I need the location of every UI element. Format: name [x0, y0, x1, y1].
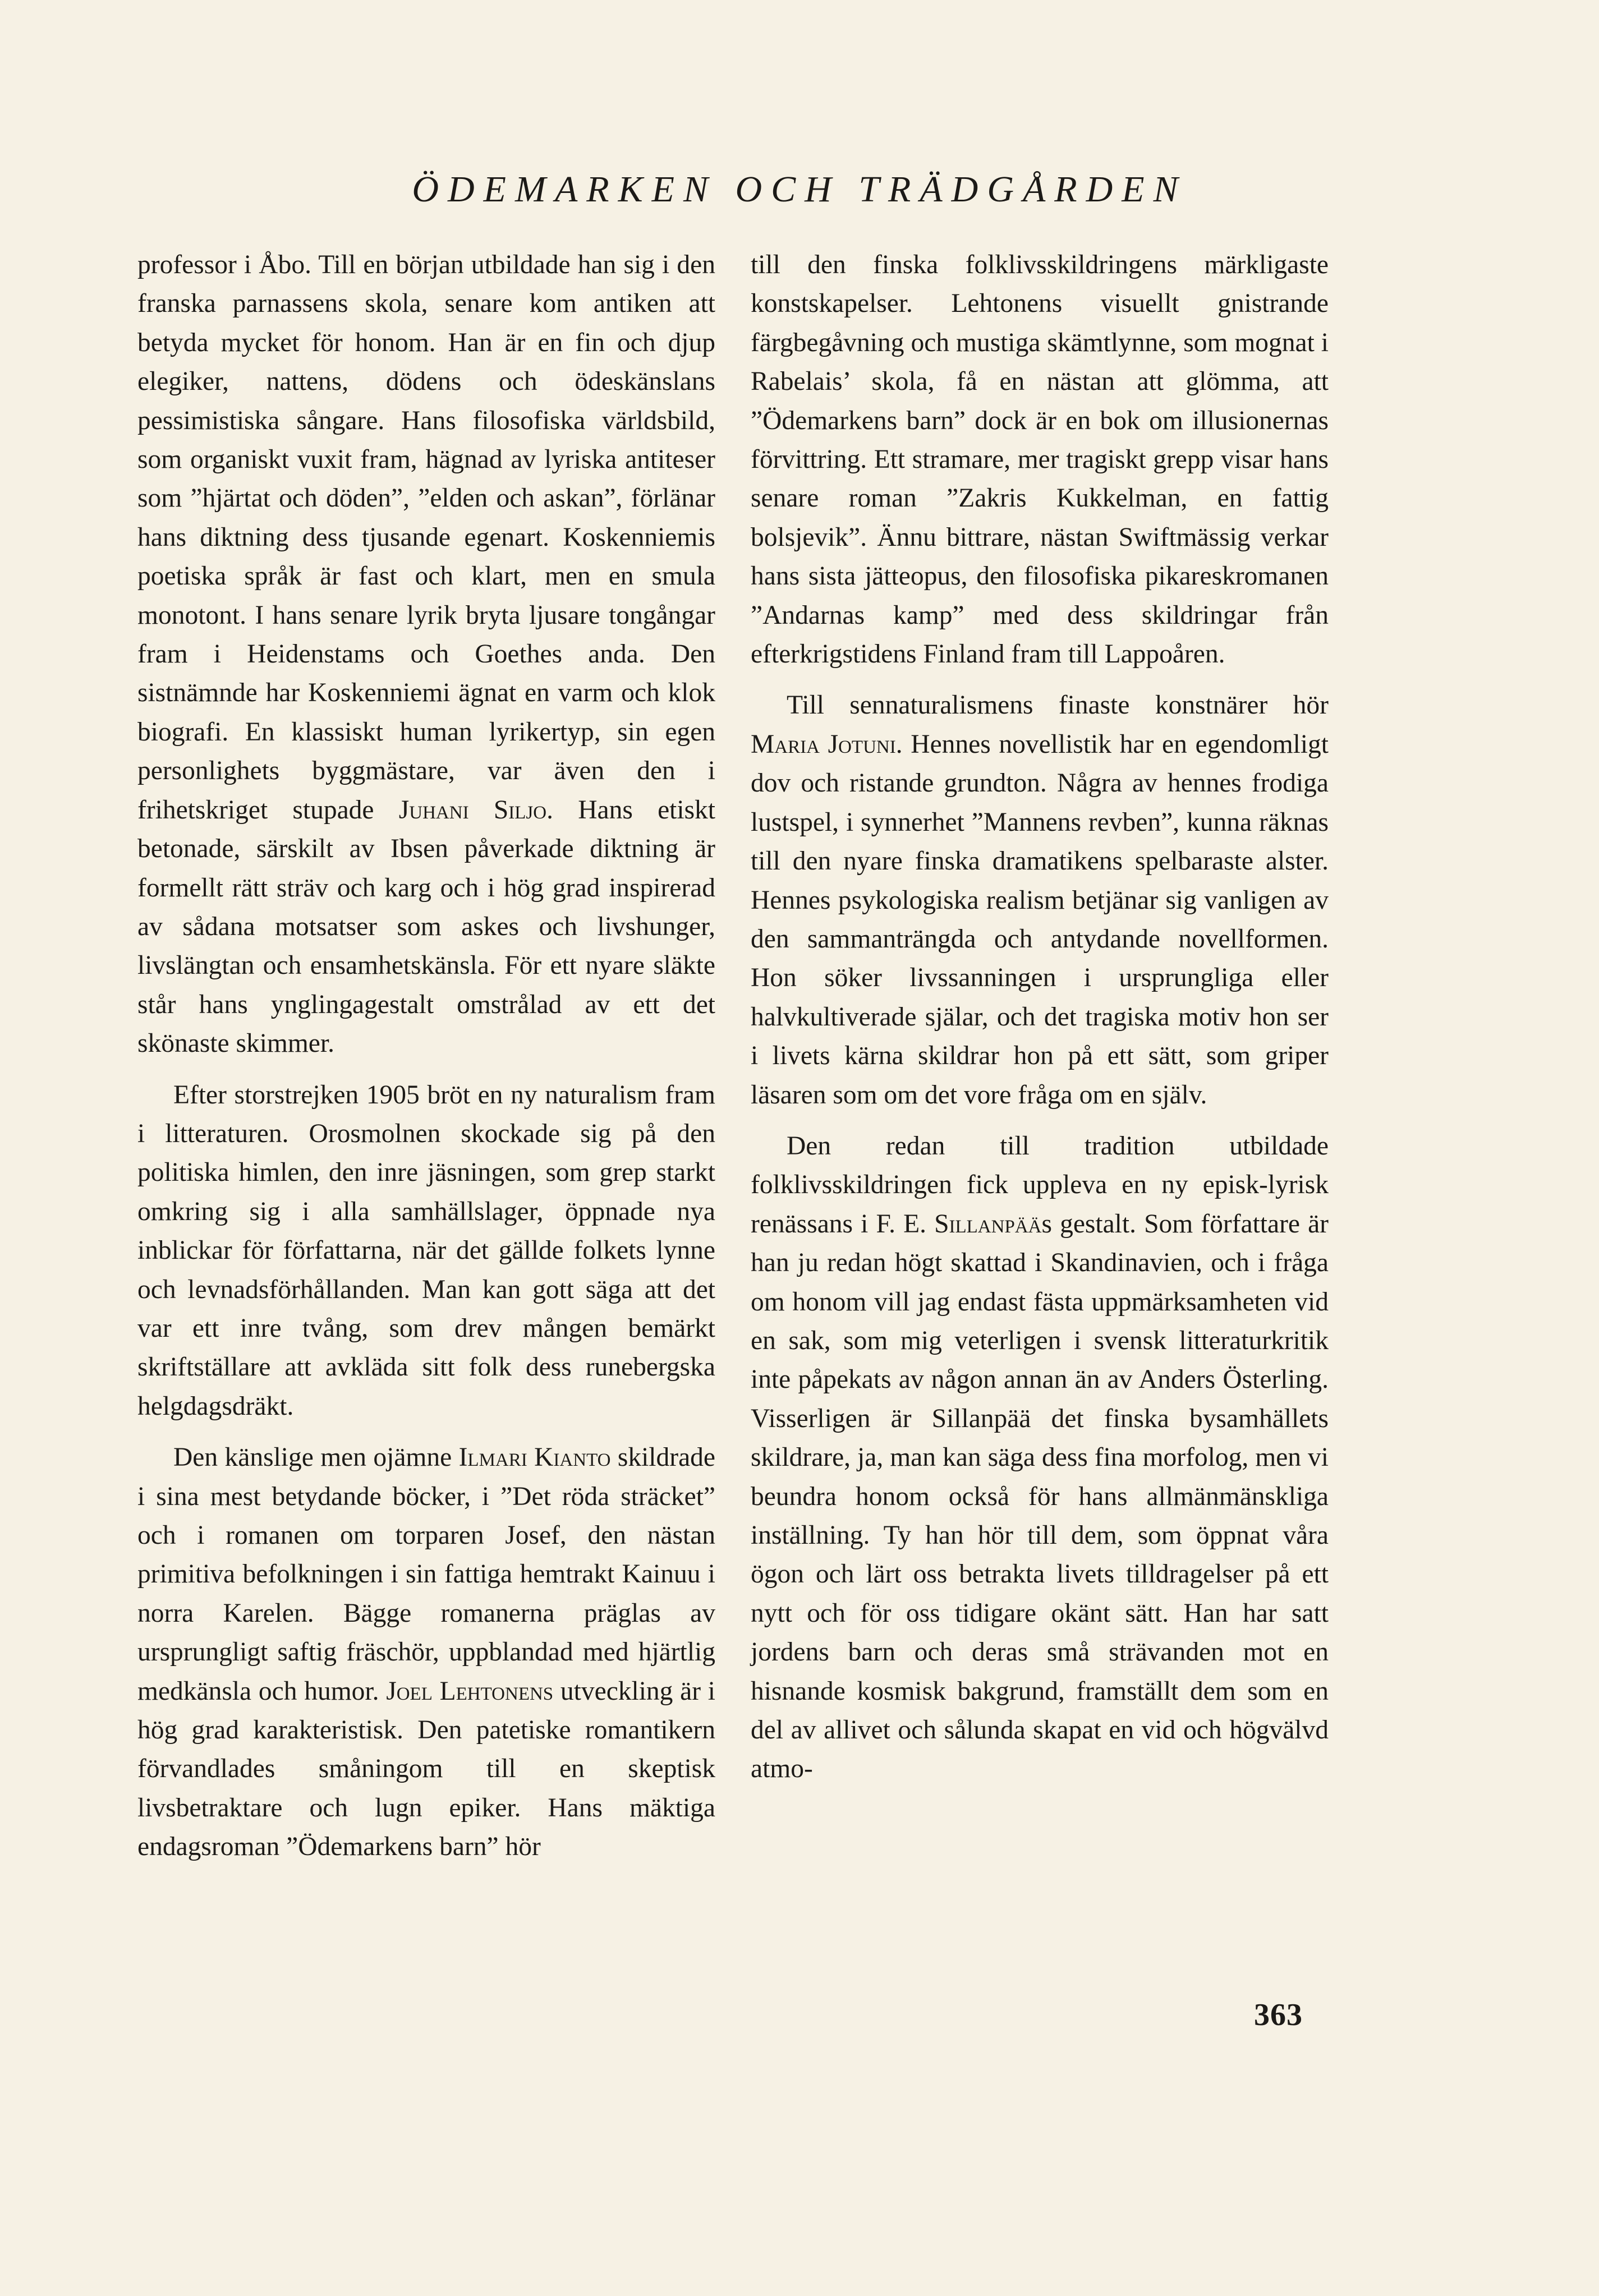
paragraph-text: Till sennaturalismens finaste konstnärer hör	[787, 691, 1329, 720]
paragraph-jotuni	[751, 686, 1329, 1114]
paragraph-kianto-lehtonen	[137, 1438, 715, 1866]
text-column-left	[137, 246, 715, 1867]
paragraph-text: Den känslige men ojämne	[173, 1443, 459, 1473]
author-name-kianto: Ilmari Kianto	[458, 1443, 611, 1473]
paragraph-text: utveckling är i hög grad karakteristisk. Den patetiske romantikern förvandlades småningom till en skeptisk livsbetraktare och lugn epiker. Hans mäktiga endagsroman ”Ödemarkens barn” hör	[137, 1676, 716, 1862]
paragraph-naturalism	[137, 1076, 715, 1427]
author-name-jotuni: Maria Jotuni	[751, 729, 896, 759]
paragraph-text: skildrade i sina mest betydande böcker, i ”Det röda sträcket” och i romanen om torparen Josef, den nästan primitiva befolkningen i sin fattiga hemtrakt Kainuu i norra Karelen. Bägge romanerna präglas av ursprungligt saftig fräschör, uppblandad med hjärtlig medkänsla och humor.	[137, 1443, 715, 1706]
paragraph-lehtonen-continued	[751, 246, 1329, 674]
paragraph-text: . Hans etiskt betonade, särskilt av Ibsen påverkade diktning är formellt rätt sträv och karg och i hög grad inspirerad av sådana motsatser som askes och livshunger, livslängtan och ensamhetskänsla. För ett nyare släkte står hans ynglingagestalt omstrålad av ett det skönaste skimmer.	[137, 795, 716, 1059]
running-head: ÖDEMARKEN OCH TRÄDGÅRDEN	[412, 169, 1187, 210]
author-name-siljo: Juhani Siljo	[398, 795, 547, 825]
paragraph-text: Efter storstrejken 1905 bröt en ny naturalism fram i litteraturen. Orosmolnen skockade sig på den politiska himlen, den inre jäsningen, som grep starkt omkring sig i alla samhällslager, öppnade nya inblickar för författarna, när det gällde folkets lynne och levnadsförhållanden. Man kan gott säga att det var ett inre tvång, som drev mången bemärkt skriftställare att avkläda sitt folk dess runebergska helgdagsdräkt.	[137, 1080, 715, 1421]
paragraph-text: s gestalt. Som författare är han ju redan högt skattad i Skandinavien, och i fråga om honom vill jag endast fästa uppmärksamheten vid en sak, som mig veterligen i svensk litteraturkritik inte påpekats av någon annan än av Anders Österling. Visserligen är Sillanpää det finska bysamhällets skildrare, ja, man kan säga dess fina morfolog, men vi beundra honom också för hans allmänmänskliga inställning. Ty han hör till dem, som öppnat våra ögon och lärt oss betrakta livets tilldragelser på ett nytt och för oss tidigare okänt sätt. Han har satt jordens barn och deras små strävanden mot en hisnande kosmisk bakgrund, framställt dem som en del av allivet och sålunda skapat en vid och högvälvd atmo-	[751, 1209, 1329, 1784]
paragraph-text: professor i Åbo. Till en början utbildade han sig i den franska parnassens skola, senare kom antiken att betyda mycket för honom. Han är en fin och djup elegiker, nattens, dödens och ödeskänslans pessimistiska sångare. Hans filosofiska världsbild, som organiskt vuxit fram, hägnad av lyriska antiteser som ”hjärtat och döden”, ”elden och askan”, förlänar hans diktning dess tjusande egenart. Koskenniemis poetiska språk är fast och klart, men en smula monotont. I hans senare lyrik bryta ljusare tongångar fram i Heidenstams och Goethes anda. Den sistnämnde har Koskenniemi ägnat en varm och klok biografi. En klassiskt human lyrikertyp, sin egen personlighets byggmästare, var även den i frihetskriget stupade	[137, 250, 715, 825]
paragraph-sillanpaa	[751, 1127, 1329, 1789]
paragraph-text: till den finska folklivsskildringens märkligaste konstskapelser. Lehtonens visuellt gnistrande färgbegåvning och mustiga skämtlynne, som mognat i Rabelais’ skola, få en nästan att glömma, att ”Ödemarkens barn” dock är en bok om illusionernas förvittring. Ett stramare, mer tragiskt grepp visar hans senare roman ”Zakris Kukkelman, en fattig bolsjevik”. Ännu bittrare, nästan Swiftmässig verkar hans sista jätteopus, den filosofiska pikareskromanen ”Andarnas kamp” med dess skildringar från efterkrigstidens Finland fram till Lappoåren.	[751, 250, 1329, 669]
author-name-lehtonen: Joel Lehtonens	[386, 1676, 554, 1706]
page-number: 363	[1254, 1998, 1303, 2032]
paragraph-text: . Hennes novellistik har en egendomligt dov och ristande grundton. Några av hennes frodiga lustspel, i synnerhet ”Mannens revben”, kunna räknas till den nyare finska dramatikens spelbaraste alster. Hennes psykologiska realism betjänar sig vanligen av den sammanträngda och antydande novellformen. Hon söker livssanningen i ursprungliga eller halvkultiverade själar, och det tragiska motiv hon ser i livets kärna skildrar hon på ett sätt, som griper läsaren som om det vore fråga om en själv.	[751, 729, 1329, 1110]
paragraph-koskenniemi-siljo	[137, 246, 715, 1064]
author-name-sillanpaa: Sillanpää	[934, 1209, 1042, 1239]
text-column-right	[751, 246, 1329, 1789]
paragraph-text: Den redan till tradition utbildade folklivsskildringen fick uppleva en ny episk-lyrisk renässans i F. E.	[751, 1131, 1329, 1239]
